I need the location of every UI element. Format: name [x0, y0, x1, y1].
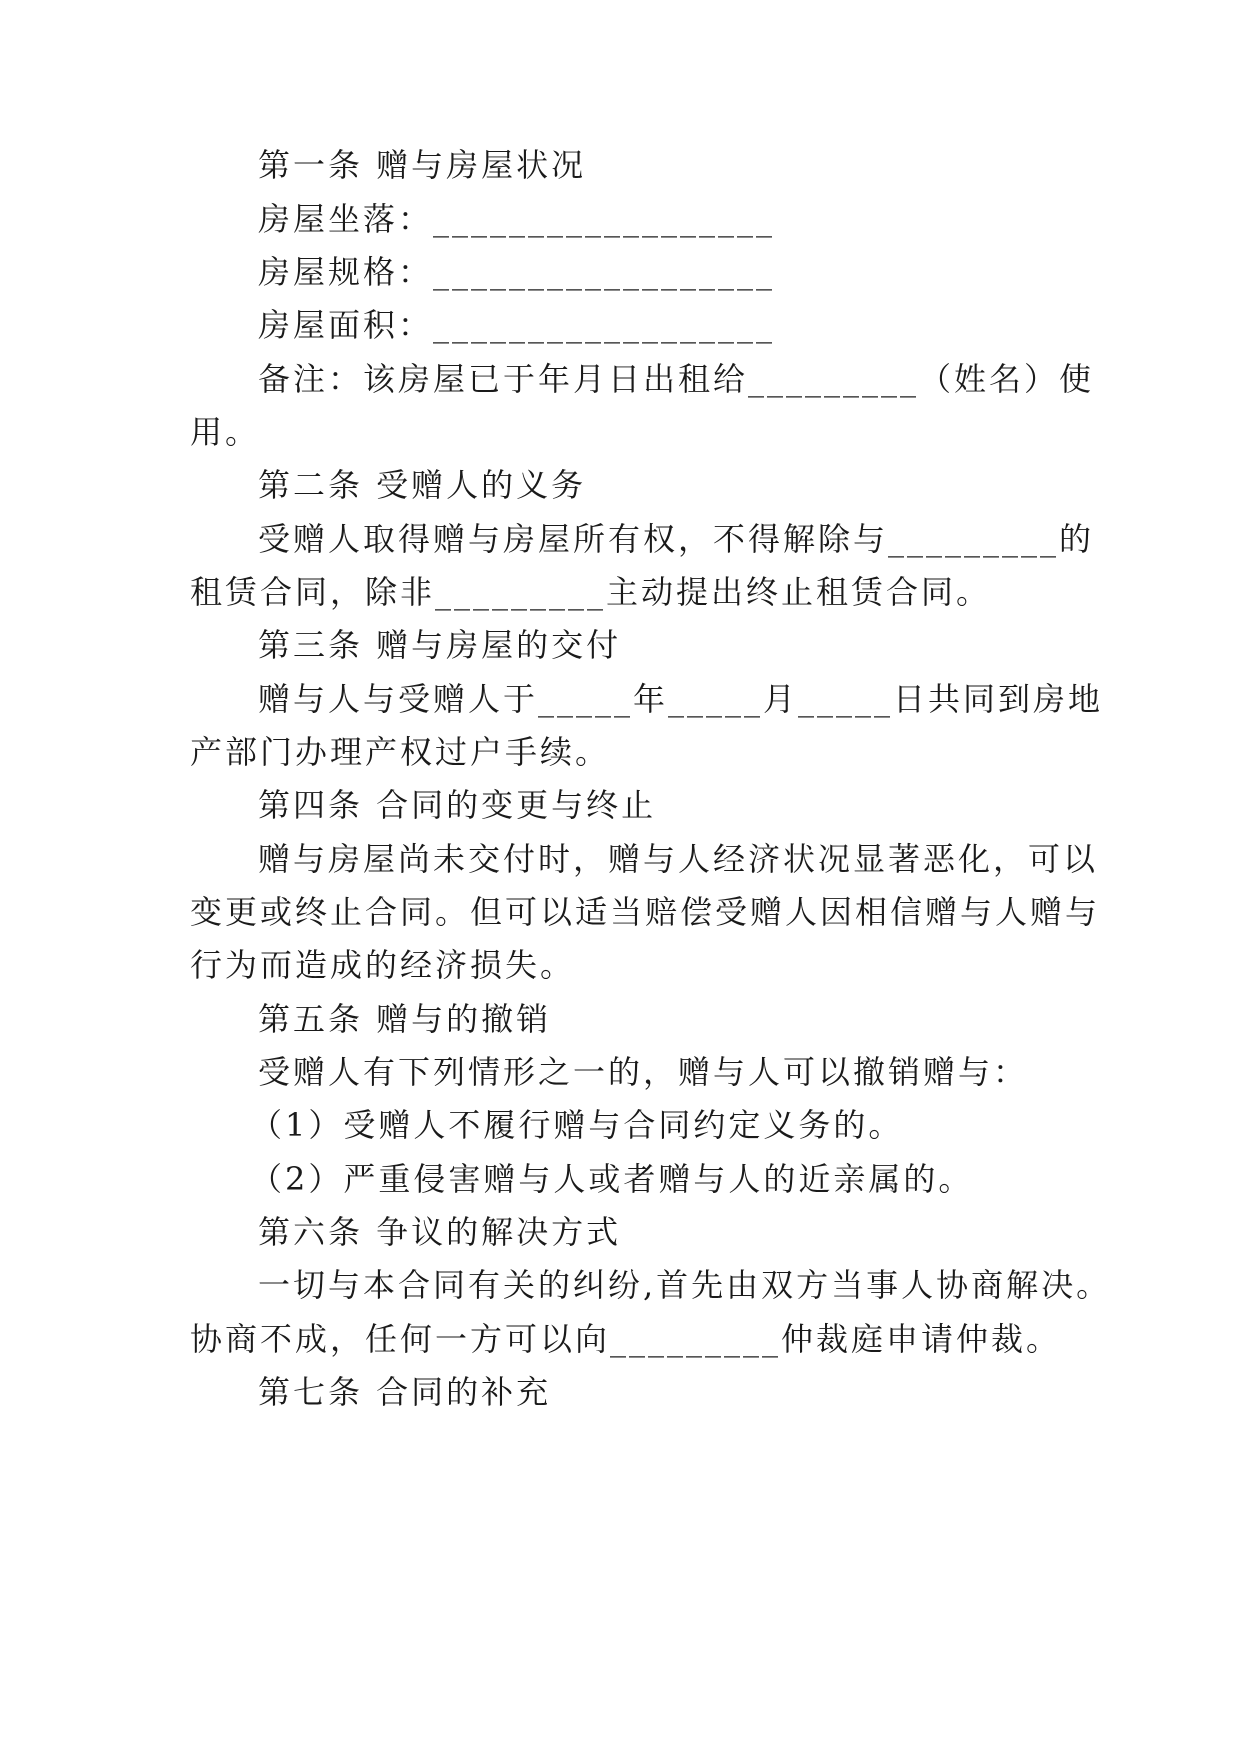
article-4-heading: 第四条 合同的变更与终止	[258, 786, 657, 824]
article-6-paragraph-line-2: 协商不成，任何一方可以向_________仲裁庭申请仲裁。	[190, 1320, 1062, 1358]
article-1-heading: 第一条 赠与房屋状况	[258, 146, 587, 184]
house-area-field: 房屋面积：__________________	[258, 306, 776, 344]
article-3-heading: 第三条 赠与房屋的交付	[258, 626, 622, 664]
house-spec-field: 房屋规格：__________________	[258, 253, 776, 291]
article-4-paragraph-line-1: 赠与房屋尚未交付时，赠与人经济状况显著恶化，可以	[258, 840, 1099, 878]
article-6-paragraph-line-1: 一切与本合同有关的纠纷,首先由双方当事人协商解决。	[258, 1266, 1112, 1304]
article-2-paragraph-line-1: 受赠人取得赠与房屋所有权，不得解除与_________的	[258, 520, 1095, 558]
remark-line-1: 备注：该房屋已于年月日出租给_________（姓名）使	[258, 360, 1095, 398]
article-7-heading: 第七条 合同的补充	[258, 1373, 552, 1411]
article-6-heading: 第六条 争议的解决方式	[258, 1213, 622, 1251]
article-5-item-1: （1）受赠人不履行赠与合同约定义务的。	[250, 1106, 904, 1144]
article-3-paragraph-line-2: 产部门办理产权过户手续。	[190, 733, 611, 771]
article-4-paragraph-line-3: 行为而造成的经济损失。	[190, 946, 576, 984]
article-2-heading: 第二条 受赠人的义务	[258, 466, 587, 504]
article-5-heading: 第五条 赠与的撤销	[258, 1000, 552, 1038]
article-5-item-2: （2）严重侵害赠与人或者赠与人的近亲属的。	[250, 1160, 974, 1198]
house-location-field: 房屋坐落：__________________	[258, 200, 776, 238]
article-2-paragraph-line-2: 租赁合同，除非_________主动提出终止租赁合同。	[190, 573, 992, 611]
article-3-paragraph-line-1: 赠与人与受赠人于_____年_____月_____日共同到房地	[258, 680, 1104, 718]
article-4-paragraph-line-2: 变更或终止合同。但可以适当赔偿受赠人因相信赠与人赠与	[190, 893, 1101, 931]
article-5-paragraph: 受赠人有下列情形之一的，赠与人可以撤销赠与：	[258, 1053, 1029, 1091]
remark-line-2: 用。	[190, 413, 261, 451]
